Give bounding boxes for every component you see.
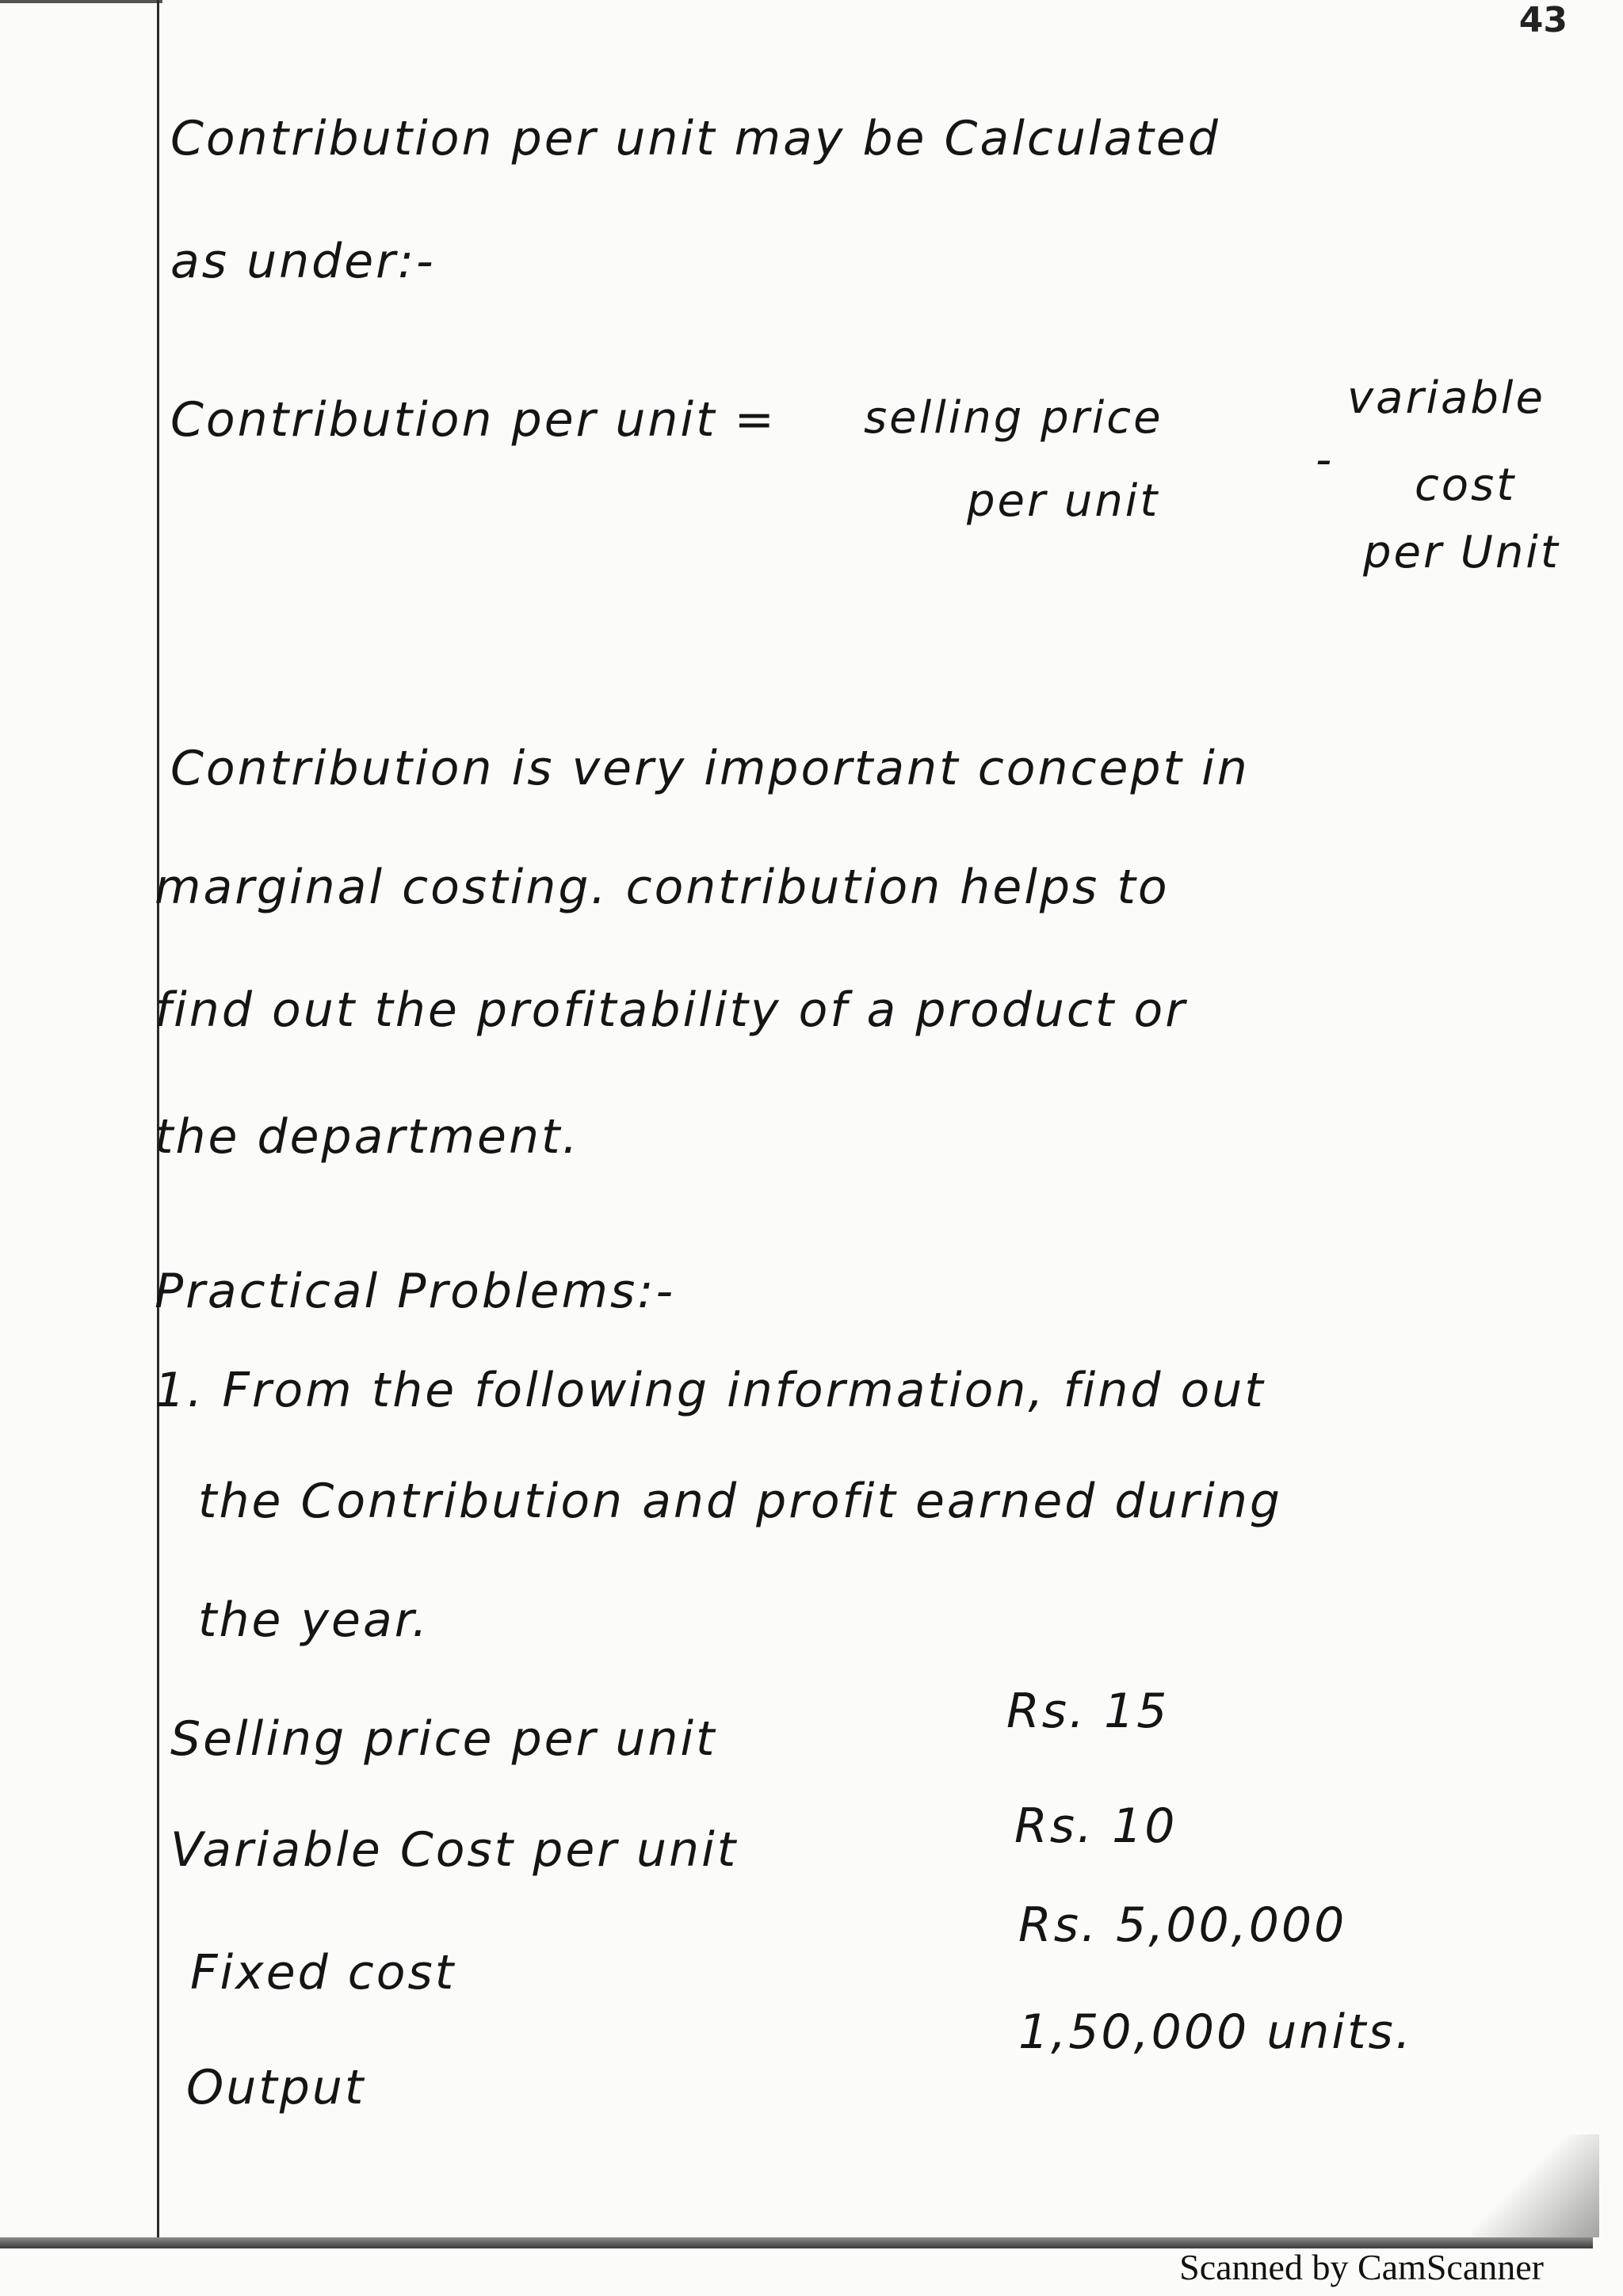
paragraph2-line4: the department.	[155, 1109, 580, 1165]
formula-term2-top: variable	[1347, 372, 1545, 424]
paragraph2-line2: marginal costing. contribution helps to	[155, 860, 1170, 915]
data-label-selling-price: Selling price per unit	[170, 1711, 717, 1767]
top-rule	[0, 0, 162, 3]
problem1-line3: the year.	[198, 1592, 430, 1648]
data-value-selling-price: Rs. 15	[1006, 1684, 1170, 1739]
formula-term1-top: selling price	[864, 392, 1163, 444]
problem1-line1: 1. From the following information, find out	[155, 1363, 1266, 1418]
data-value-fixed-cost: Rs. 5,00,000	[1018, 1897, 1347, 1953]
page-number: 43	[1518, 0, 1568, 40]
formula-term2-bottom: per Unit	[1363, 527, 1560, 578]
paragraph1-line1: Contribution per unit may be Calculated	[170, 111, 1220, 166]
formula-term1-bottom: per unit	[967, 475, 1160, 527]
data-label-variable-cost: Variable Cost per unit	[170, 1822, 739, 1878]
scanner-watermark: Scanned by CamScanner	[1179, 2247, 1544, 2287]
page-corner-shadow	[1472, 2134, 1599, 2237]
data-label-fixed-cost: Fixed cost	[190, 1945, 456, 2000]
data-value-variable-cost: Rs. 10	[1014, 1798, 1178, 1854]
formula-minus: -	[1316, 434, 1335, 486]
data-value-output: 1,50,000 units.	[1018, 2004, 1413, 2060]
paragraph2-line1: Contribution is very important concept in	[170, 741, 1250, 796]
formula-lhs: Contribution per unit =	[170, 392, 777, 448]
data-label-output: Output	[186, 2060, 366, 2115]
section-heading: Practical Problems:-	[155, 1264, 676, 1319]
problem1-line2: the Contribution and profit earned during	[198, 1474, 1282, 1529]
formula-term2-mid: cost	[1415, 460, 1517, 511]
paragraph1-line2: as under:-	[170, 234, 436, 289]
paragraph2-line3: find out the profitability of a product or	[155, 982, 1187, 1038]
